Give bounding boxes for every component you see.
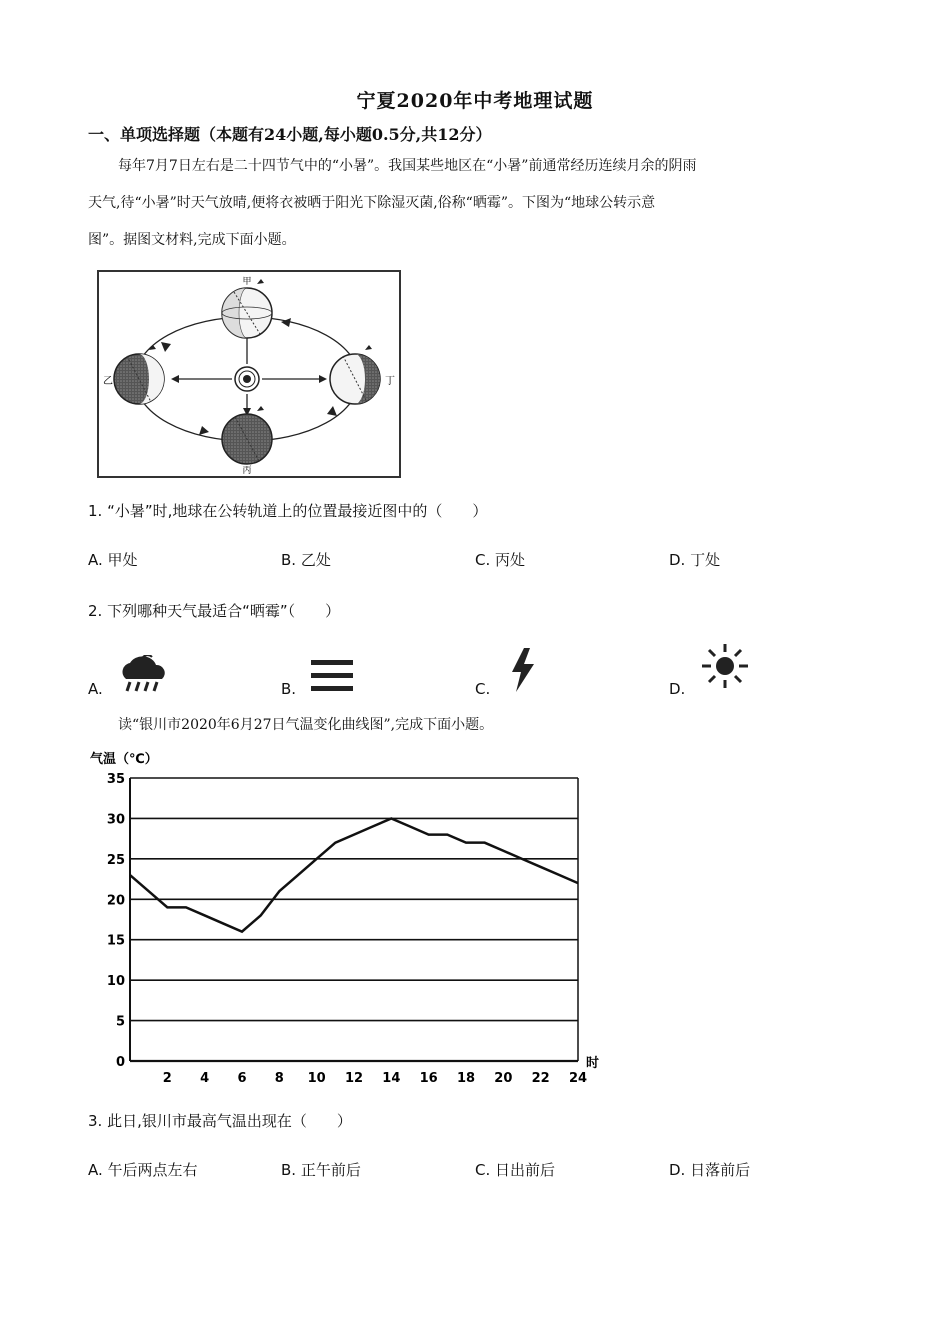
sun-icon (235, 367, 259, 391)
intro-line-2: 天气,待“小暑”时天气放晴,便将衣被晒于阳光下除湿灭菌,俗称“晒霉”。下图为“地球公转示意 (88, 195, 656, 211)
x-tick-label: 14 (382, 1071, 401, 1086)
label-left: 乙 (103, 376, 113, 387)
q1-option-d[interactable]: D. 丁处 (669, 551, 721, 569)
y-tick-label: 5 (115, 1014, 125, 1030)
section-heading: 一、单项选择题（本题有24小题,每小题0.5分,共12分） (88, 125, 492, 144)
page-title: 宁夏2020年中考地理试题 (356, 90, 594, 112)
question-2-stem: 2. 下列哪种天气最适合“晒霉”（ ） (88, 602, 341, 620)
question-1-stem: 1. “小暑”时,地球在公转轨道上的位置最接近图中的（ ） (88, 502, 488, 520)
y-tick-label: 0 (115, 1055, 125, 1070)
q1-option-a[interactable]: A. 甲处 (88, 551, 138, 569)
chart-y-label: 气温（℃） (90, 752, 158, 767)
chart-y-ticks (107, 772, 125, 1070)
x-tick-label: 12 (344, 1071, 364, 1086)
x-tick-label: 10 (307, 1071, 326, 1086)
chart-x-ticks (163, 1071, 587, 1086)
y-tick-label: 30 (106, 812, 125, 828)
label-top: 甲 (242, 277, 252, 287)
x-tick-label: 22 (531, 1071, 550, 1086)
temperature-chart (88, 745, 628, 1090)
chart-x-label: 时 (586, 1056, 600, 1071)
question-3-stem: 3. 此日,银川市最高气温出现在（ ） (88, 1112, 352, 1130)
rain-cloud-icon (116, 655, 170, 695)
y-tick-label: 25 (106, 852, 125, 868)
q3-option-b[interactable]: B. 正午前后 (281, 1161, 361, 1179)
q2-option-b[interactable]: B. (281, 680, 297, 698)
intro-line-1: 每年7月7日左右是二十四节气中的“小暑”。我国某些地区在“小暑”前通常经历连续月余的阴雨 (118, 158, 697, 174)
x-tick-label: 20 (494, 1071, 513, 1086)
chart-grid (130, 778, 578, 1061)
q3-option-a[interactable]: A. 午后两点左右 (88, 1161, 198, 1179)
fog-icon (311, 660, 353, 692)
q2-option-c[interactable]: C. (475, 680, 491, 698)
q3-option-d[interactable]: D. 日落前后 (669, 1161, 751, 1179)
label-right: 丁 (385, 376, 395, 387)
x-tick-label: 4 (200, 1071, 210, 1086)
x-tick-label: 2 (162, 1071, 172, 1086)
q3-option-c[interactable]: C. 日出前后 (475, 1161, 556, 1179)
x-tick-label: 24 (568, 1071, 588, 1086)
intro-line-3: 图”。据图文材料,完成下面小题。 (88, 232, 296, 248)
earth-left (114, 345, 164, 404)
y-tick-label: 35 (106, 772, 125, 787)
earth-orbit-figure (97, 270, 401, 478)
lightning-icon (508, 648, 536, 692)
q1-option-c[interactable]: C. 丙处 (475, 551, 526, 569)
x-tick-label: 16 (419, 1071, 438, 1086)
q2-option-a[interactable]: A. (88, 680, 103, 698)
earth-bottom (222, 406, 272, 464)
label-bottom: 丙 (242, 466, 252, 476)
q2-option-d[interactable]: D. (669, 680, 686, 698)
earth-right (330, 345, 380, 404)
y-tick-label: 10 (106, 974, 125, 990)
q1-option-b[interactable]: B. 乙处 (281, 551, 331, 569)
x-tick-label: 6 (237, 1071, 247, 1086)
x-tick-label: 18 (456, 1071, 476, 1086)
y-tick-label: 20 (106, 893, 125, 909)
intro-2-text: 读“银川市2020年6月27日气温变化曲线图”,完成下面小题。 (118, 717, 494, 733)
temperature-series-line (130, 818, 578, 931)
y-tick-label: 15 (106, 933, 125, 949)
intro-paragraph (88, 148, 878, 259)
x-tick-label: 8 (274, 1071, 284, 1086)
earth-top (222, 279, 272, 338)
sun-icon (700, 644, 750, 688)
intro-2 (88, 708, 878, 742)
